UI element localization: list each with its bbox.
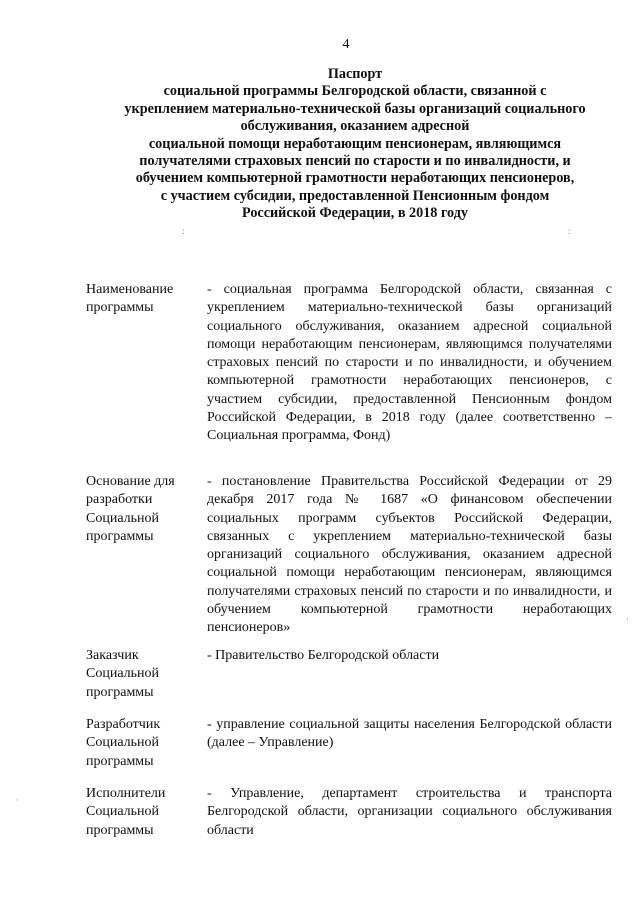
title-line: обучением компьютерной грамотности неработающих пенсионеров, [135, 170, 575, 187]
title-line: получателями страховых пенсий по старости и по инвалидности, и [139, 153, 571, 170]
title-line: социальной помощи неработающим пенсионерам, являющимся [148, 135, 562, 152]
scan-speck: : [182, 226, 185, 236]
row-label: Исполнители Социальной программы [86, 786, 166, 838]
title-line: с участием субсидии, предоставленной Пенсионным фондом [160, 187, 550, 204]
row-label: Заказчик Социальной программы [86, 648, 160, 700]
title-line: социальной программы Белгородской области, связанной с [163, 83, 547, 100]
row-label: Разработчик Социальной программы [86, 717, 161, 769]
row-label: Наименование программы [86, 282, 174, 316]
title-line: укреплением материально-технической базы организаций социального [124, 100, 586, 117]
scan-speck: · [16, 795, 19, 805]
scan-speck: · [626, 614, 629, 624]
title-heading: Паспорт [327, 66, 383, 82]
row-value: - Правительство Белгородской области [207, 648, 440, 663]
row-value: - Управление, департамент строительства и транспорта Белгородской области, организации социального обслуживания области [207, 786, 612, 838]
document-title [90, 66, 620, 223]
row-value: - социальная программа Белгородской области, связанная с укреплением материально-технической базы организаций социального обслуживания, оказанием адресной социальной помощи неработающим пенсионерам, являющимся получателями страховых пенсий по старости и по инвалидности, и обучением компьютерной грамотности неработающих пенсионеров, с участием субсидии, предоставленной Пенсионным фондом Российской Федерации, в 2018 году (далее соответственно – Социальная программа, Фонд) [207, 282, 612, 444]
row-value: - постановление Правительства Российской Федерации от 29 декабря 2017 года № 1687 «О финансовом обеспечении социальных программ субъектов Российской Федерации, связанных с укреплением материально-технической базы организаций социального обслуживания, оказанием адресной социальной помощи неработающим пенсионерам, являющимся получателями страховых пенсий по старости и по инвалидности, и обучением компьютерной грамотности неработающих пенсионеров» [207, 474, 612, 636]
row-label: Основание для разработки Социальной программы [86, 474, 175, 544]
page-number: 4 [342, 37, 350, 52]
title-line: обслуживания, оказанием адресной [240, 118, 470, 135]
title-line: Российской Федерации, в 2018 году [242, 205, 468, 222]
scan-speck: : [568, 226, 571, 236]
row-value: - управление социальной защиты населения Белгородской области (далее – Управление) [207, 717, 612, 751]
